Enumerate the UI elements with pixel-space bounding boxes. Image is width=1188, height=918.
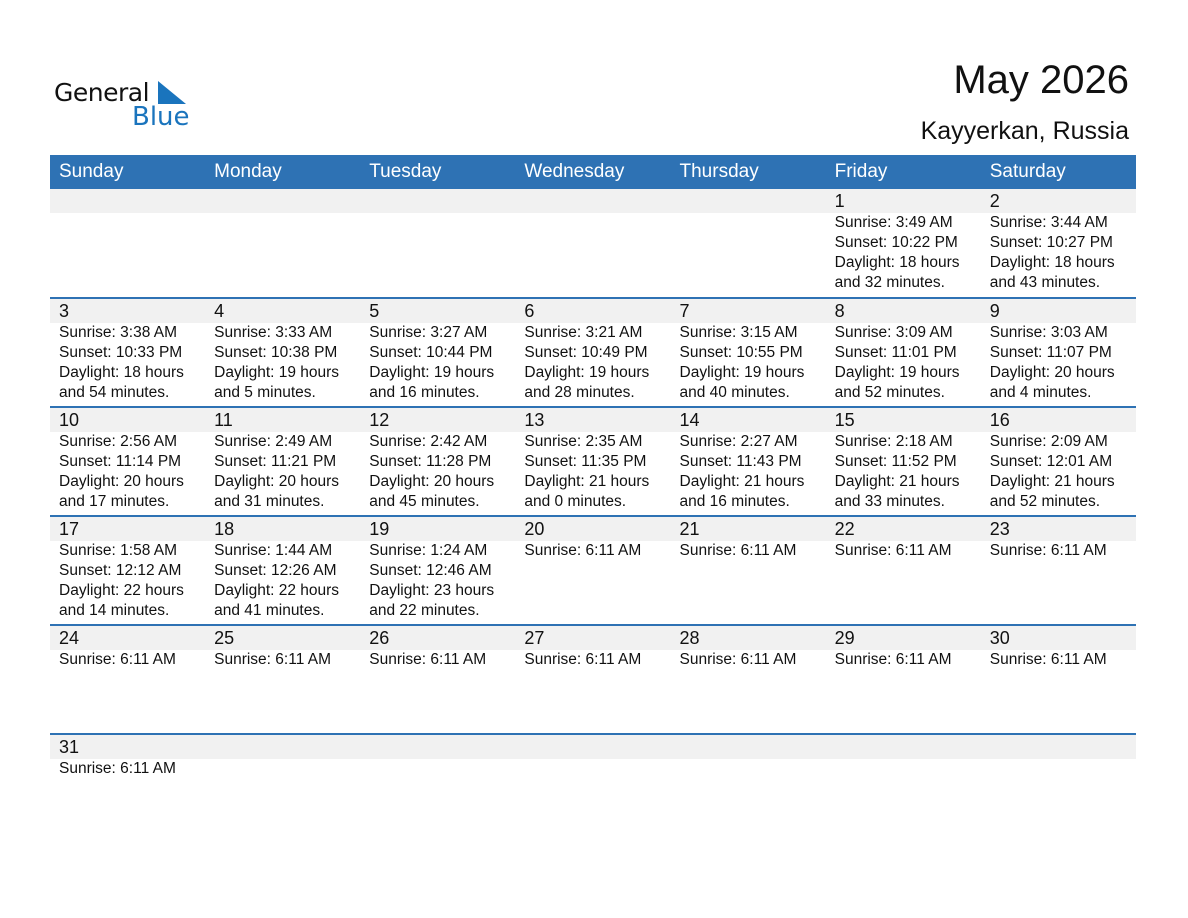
sunset-text: Sunset: 10:33 PM <box>59 344 183 361</box>
day-cell-11 <box>205 408 360 515</box>
daylight-text: Daylight: 19 hours <box>834 364 960 381</box>
sunset-text: Sunset: 11:28 PM <box>369 453 492 470</box>
day-cell-5 <box>360 299 515 406</box>
daylight-minutes-text: and 40 minutes. <box>679 384 790 401</box>
day-number: 20 <box>524 519 545 539</box>
daylight-text: Daylight: 19 hours <box>679 364 805 381</box>
day-number: 10 <box>59 410 80 430</box>
weekday-sunday: Sunday <box>59 161 124 182</box>
daylight-minutes-text: and 45 minutes. <box>369 493 480 510</box>
day-cell-12 <box>360 408 515 515</box>
daylight-minutes-text: and 14 minutes. <box>59 602 170 619</box>
day-number: 24 <box>59 628 80 648</box>
daylight-text: Daylight: 21 hours <box>989 473 1115 490</box>
sunrise-text: Sunrise: 6:11 AM <box>679 542 797 559</box>
daylight-minutes-text: and 0 minutes. <box>524 493 627 510</box>
day-cell-28 <box>671 626 826 733</box>
sunrise-text: Sunrise: 6:11 AM <box>59 760 176 777</box>
daylight-text: Daylight: 20 hours <box>989 364 1115 381</box>
day-cell-10 <box>50 408 205 515</box>
sunrise-text: Sunrise: 6:11 AM <box>834 651 952 668</box>
sunset-text: Sunset: 11:43 PM <box>679 453 802 470</box>
day-number: 26 <box>369 628 390 648</box>
empty-cell <box>671 189 826 297</box>
sunset-text: Sunset: 10:55 PM <box>679 344 803 361</box>
calendar-grid <box>50 155 1136 842</box>
daylight-text: Daylight: 20 hours <box>214 473 340 490</box>
sunrise-text: Sunrise: 3:44 AM <box>989 214 1108 231</box>
empty-cell <box>671 735 826 842</box>
weeks <box>50 189 1136 842</box>
weekday-friday: Friday <box>834 161 888 182</box>
daylight-minutes-text: and 43 minutes. <box>989 274 1101 291</box>
sunrise-text: Sunrise: 1:58 AM <box>59 542 178 559</box>
daylight-text: Daylight: 19 hours <box>369 364 495 381</box>
day-number: 9 <box>989 301 1000 321</box>
week-row <box>50 189 1136 297</box>
weekday-thursday: Thursday <box>679 161 759 182</box>
weekday-monday: Monday <box>214 161 282 182</box>
sunrise-text: Sunrise: 6:11 AM <box>369 651 487 668</box>
day-cell-8 <box>826 299 981 406</box>
daylight-minutes-text: and 41 minutes. <box>214 602 325 619</box>
weekday-wednesday: Wednesday <box>524 161 625 182</box>
sunrise-text: Sunrise: 2:27 AM <box>679 433 798 450</box>
daylight-minutes-text: and 4 minutes. <box>989 384 1092 401</box>
sunrise-text: Sunrise: 6:11 AM <box>679 651 797 668</box>
day-cell-14 <box>671 408 826 515</box>
daylight-text: Daylight: 22 hours <box>59 582 184 599</box>
sunset-text: Sunset: 11:07 PM <box>989 344 1112 361</box>
day-cell-25 <box>205 626 360 733</box>
day-number: 15 <box>834 410 855 430</box>
empty-cell <box>360 735 515 842</box>
day-number: 13 <box>524 410 545 430</box>
sunrise-text: Sunrise: 3:09 AM <box>834 324 953 341</box>
daylight-text: Daylight: 18 hours <box>989 254 1115 271</box>
daylight-minutes-text: and 52 minutes. <box>834 384 945 401</box>
day-number: 28 <box>679 628 700 648</box>
sunrise-text: Sunrise: 2:49 AM <box>214 433 333 450</box>
day-number: 27 <box>524 628 545 648</box>
daylight-text: Daylight: 18 hours <box>834 254 960 271</box>
day-number: 14 <box>679 410 700 430</box>
day-cell-16 <box>981 408 1136 515</box>
sunrise-text: Sunrise: 3:15 AM <box>679 324 798 341</box>
sunrise-text: Sunrise: 6:11 AM <box>524 542 642 559</box>
day-cell-26 <box>360 626 515 733</box>
sunset-text: Sunset: 11:35 PM <box>524 453 647 470</box>
day-cell-2 <box>981 189 1136 297</box>
day-cell-15 <box>826 408 981 515</box>
daylight-text: Daylight: 21 hours <box>524 473 650 490</box>
empty-cell <box>826 735 981 842</box>
day-number: 2 <box>989 191 1000 211</box>
week-row <box>50 733 1136 842</box>
sunset-text: Sunset: 11:21 PM <box>214 453 337 470</box>
sunset-text: Sunset: 10:44 PM <box>369 344 493 361</box>
daylight-minutes-text: and 28 minutes. <box>524 384 635 401</box>
day-number: 7 <box>679 301 690 321</box>
weekday-saturday: Saturday <box>989 161 1066 182</box>
day-number: 8 <box>834 301 845 321</box>
empty-cell <box>515 189 670 297</box>
day-cell-19 <box>360 517 515 624</box>
daylight-text: Daylight: 21 hours <box>834 473 960 490</box>
weekday-header <box>50 155 1136 189</box>
daylight-minutes-text: and 32 minutes. <box>834 274 945 291</box>
day-cell-31 <box>50 735 205 842</box>
day-number: 30 <box>989 628 1010 648</box>
day-cell-30 <box>981 626 1136 733</box>
location-subtitle: Kayyerkan, Russia <box>920 117 1129 145</box>
day-number: 5 <box>369 301 380 321</box>
sunset-text: Sunset: 12:26 AM <box>214 562 337 579</box>
sunrise-text: Sunrise: 2:18 AM <box>834 433 953 450</box>
day-cell-21 <box>671 517 826 624</box>
daylight-text: Daylight: 23 hours <box>369 582 495 599</box>
day-cell-24 <box>50 626 205 733</box>
daylight-text: Daylight: 19 hours <box>214 364 340 381</box>
day-number: 21 <box>679 519 700 539</box>
sunrise-text: Sunrise: 6:11 AM <box>989 542 1107 559</box>
day-number: 25 <box>214 628 235 648</box>
day-cell-13 <box>515 408 670 515</box>
sunrise-text: Sunrise: 6:11 AM <box>59 651 176 668</box>
day-cell-29 <box>826 626 981 733</box>
sunrise-text: Sunrise: 3:21 AM <box>524 324 643 341</box>
daylight-minutes-text: and 31 minutes. <box>214 493 325 510</box>
sunrise-text: Sunrise: 3:38 AM <box>59 324 178 341</box>
day-cell-6 <box>515 299 670 406</box>
sunrise-text: Sunrise: 2:42 AM <box>369 433 488 450</box>
day-number: 3 <box>59 301 70 321</box>
logo-blue-text: Blue <box>132 102 190 132</box>
page-title: May 2026 <box>953 58 1129 102</box>
day-number: 23 <box>989 519 1010 539</box>
day-number: 6 <box>524 301 535 321</box>
daylight-minutes-text: and 16 minutes. <box>679 493 790 510</box>
day-number: 11 <box>214 410 233 430</box>
sunset-text: Sunset: 10:22 PM <box>834 234 958 251</box>
daylight-minutes-text: and 22 minutes. <box>369 602 480 619</box>
sunrise-text: Sunrise: 6:11 AM <box>989 651 1107 668</box>
day-cell-18 <box>205 517 360 624</box>
empty-cell <box>515 735 670 842</box>
sunset-text: Sunset: 10:27 PM <box>989 234 1113 251</box>
day-cell-9 <box>981 299 1136 406</box>
sunrise-text: Sunrise: 1:24 AM <box>369 542 488 559</box>
sunset-text: Sunset: 11:14 PM <box>59 453 182 470</box>
empty-cell <box>50 189 205 297</box>
empty-cell <box>205 735 360 842</box>
sunset-text: Sunset: 12:01 AM <box>989 453 1113 470</box>
daylight-minutes-text: and 54 minutes. <box>59 384 170 401</box>
daylight-minutes-text: and 5 minutes. <box>214 384 316 401</box>
sunrise-text: Sunrise: 6:11 AM <box>214 651 332 668</box>
logo-triangle-icon <box>158 81 186 104</box>
daylight-text: Daylight: 20 hours <box>369 473 495 490</box>
sunset-text: Sunset: 12:46 AM <box>369 562 492 579</box>
day-cell-4 <box>205 299 360 406</box>
sunrise-text: Sunrise: 3:27 AM <box>369 324 488 341</box>
sunrise-text: Sunrise: 2:35 AM <box>524 433 643 450</box>
day-number: 12 <box>369 410 390 430</box>
day-cell-27 <box>515 626 670 733</box>
daylight-minutes-text: and 17 minutes. <box>59 493 170 510</box>
daylight-minutes-text: and 33 minutes. <box>834 493 945 510</box>
day-cell-1 <box>826 189 981 297</box>
day-number: 4 <box>214 301 225 321</box>
day-number: 18 <box>214 519 235 539</box>
day-number: 22 <box>834 519 855 539</box>
sunrise-text: Sunrise: 3:03 AM <box>989 324 1108 341</box>
day-cell-23 <box>981 517 1136 624</box>
day-number: 31 <box>59 737 80 757</box>
week-row <box>50 624 1136 733</box>
week-row <box>50 297 1136 406</box>
daylight-text: Daylight: 18 hours <box>59 364 184 381</box>
daylight-text: Daylight: 19 hours <box>524 364 650 381</box>
day-number: 1 <box>834 191 845 211</box>
day-number: 17 <box>59 519 80 539</box>
day-number: 16 <box>989 410 1010 430</box>
daylight-text: Daylight: 20 hours <box>59 473 184 490</box>
week-row <box>50 406 1136 515</box>
empty-cell <box>360 189 515 297</box>
logo-general-text: General <box>54 78 150 107</box>
sunrise-text: Sunrise: 2:09 AM <box>989 433 1108 450</box>
daylight-minutes-text: and 16 minutes. <box>369 384 480 401</box>
day-cell-17 <box>50 517 205 624</box>
daylight-text: Daylight: 21 hours <box>679 473 805 490</box>
day-cell-20 <box>515 517 670 624</box>
empty-cell <box>205 189 360 297</box>
daylight-text: Daylight: 22 hours <box>214 582 340 599</box>
sunrise-text: Sunrise: 3:49 AM <box>834 214 953 231</box>
sunset-text: Sunset: 10:49 PM <box>524 344 648 361</box>
day-cell-7 <box>671 299 826 406</box>
sunrise-text: Sunrise: 3:33 AM <box>214 324 333 341</box>
day-number: 29 <box>834 628 855 648</box>
day-cell-3 <box>50 299 205 406</box>
empty-cell <box>981 735 1136 842</box>
sunrise-text: Sunrise: 6:11 AM <box>834 542 952 559</box>
sunrise-text: Sunrise: 6:11 AM <box>524 651 642 668</box>
sunset-text: Sunset: 11:01 PM <box>834 344 957 361</box>
sunrise-text: Sunrise: 1:44 AM <box>214 542 333 559</box>
sunrise-text: Sunrise: 2:56 AM <box>59 433 178 450</box>
day-cell-22 <box>826 517 981 624</box>
sunset-text: Sunset: 10:38 PM <box>214 344 338 361</box>
weekday-tuesday: Tuesday <box>369 161 442 182</box>
week-row <box>50 515 1136 624</box>
sunset-text: Sunset: 12:12 AM <box>59 562 182 579</box>
day-number: 19 <box>369 519 390 539</box>
sunset-text: Sunset: 11:52 PM <box>834 453 957 470</box>
daylight-minutes-text: and 52 minutes. <box>989 493 1101 510</box>
